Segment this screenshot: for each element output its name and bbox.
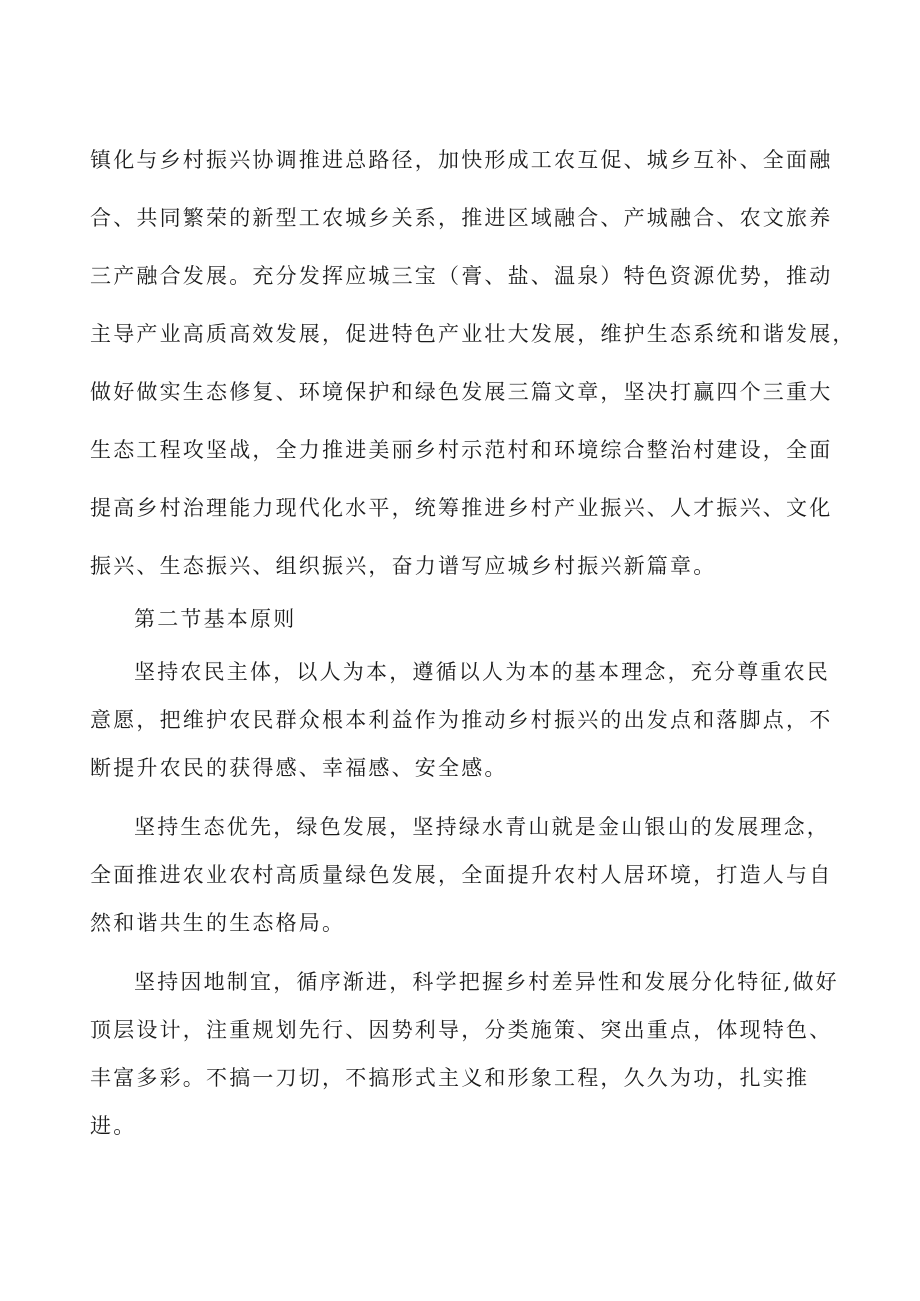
text-line: 断提升农民的获得感、幸福感、安全感。 — [90, 756, 508, 780]
text-line: 进。 — [90, 1114, 137, 1138]
text-line: 振兴、生态振兴、组织振兴，奋力谱写应城乡村振兴新篇章。 — [90, 554, 717, 578]
text-line: 全面推进农业农村高质量绿色发展，全面提升农村人居环境，打造人与自 — [90, 863, 833, 887]
text-line: 坚持生态优先，绿色发展，坚持绿水青山就是金山银山的发展理念， — [134, 815, 830, 839]
text-line: 意愿，把维护农民群众根本利益作为推动乡村振兴的出发点和落脚点，不 — [90, 708, 833, 732]
text-line: 丰富多彩。不搞一刀切，不搞形式主义和形象工程，久久为功，扎实推 — [90, 1066, 810, 1090]
text-line: 生态工程攻坚战，全力推进美丽乡村示范村和环境综合整治村建设，全面 — [90, 438, 833, 462]
text-line: 坚持因地制宜，循序渐进，科学把握乡村差异性和发展分化特征,做好 — [134, 970, 839, 994]
text-line: 镇化与乡村振兴协调推进总路径，加快形成工农互促、城乡互补、全面融 — [90, 148, 833, 172]
text-line: 提高乡村治理能力现代化水平，统筹推进乡村产业振兴、人才振兴、文化 — [90, 496, 833, 520]
text-line: 三产融合发展。充分发挥应城三宝（膏、盐、温泉）特色资源优势，推动 — [90, 264, 833, 288]
text-line: 主导产业高质高效发展，促进特色产业壮大发展，维护生态系统和谐发展， — [90, 322, 856, 346]
text-line: 合、共同繁荣的新型工农城乡关系，推进区域融合、产城融合、农文旅养 — [90, 206, 833, 230]
text-line: 顶层设计，注重规划先行、因势利导，分类施策、突出重点，体现特色、 — [90, 1018, 833, 1042]
text-line: 然和谐共生的生态格局。 — [90, 911, 346, 935]
text-line: 坚持农民主体，以人为本，遵循以人为本的基本理念，充分尊重农民 — [134, 660, 830, 684]
text-line: 做好做实生态修复、环境保护和绿色发展三篇文章，坚决打赢四个三重大 — [90, 380, 833, 404]
section-heading: 第二节基本原则 — [134, 607, 297, 631]
